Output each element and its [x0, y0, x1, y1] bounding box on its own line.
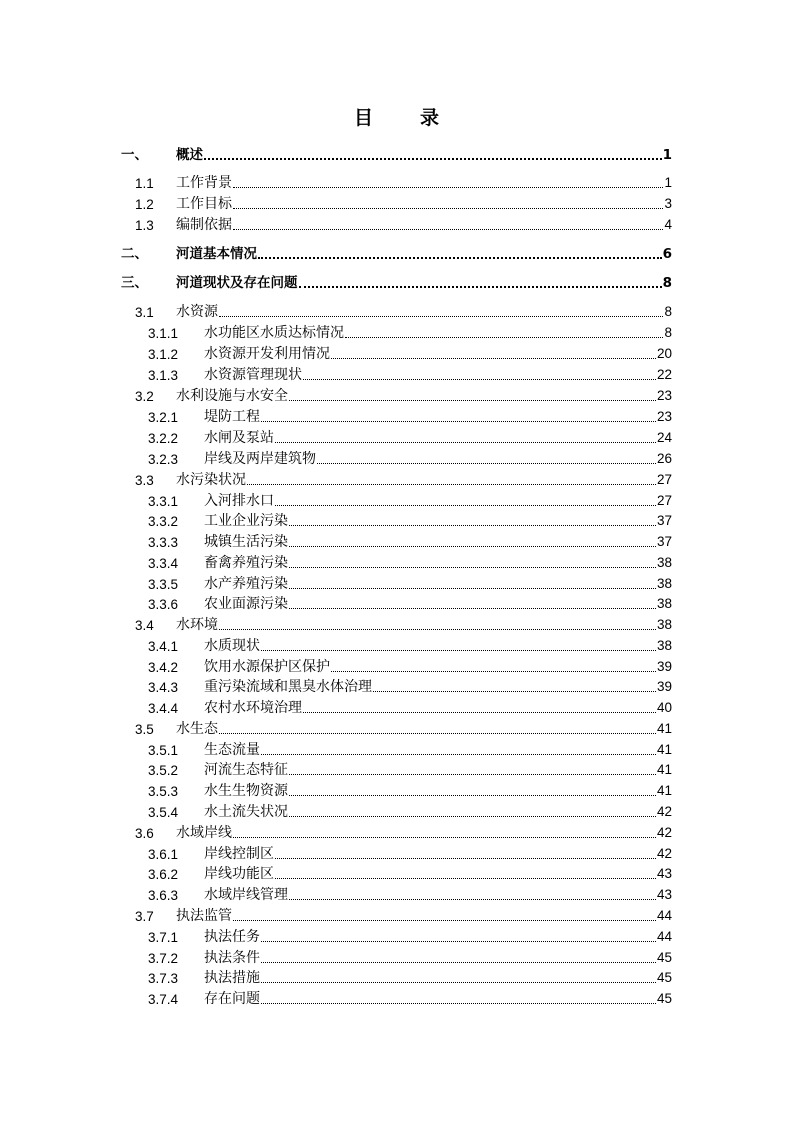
toc-entry-title: 堤防工程 — [204, 409, 260, 425]
toc-entry[interactable] — [0, 926, 793, 947]
toc-entry[interactable] — [0, 988, 793, 1009]
toc-entry-number: 3.7 — [135, 909, 154, 924]
toc-entry[interactable] — [0, 272, 793, 293]
toc-entry-number: 3.3.2 — [148, 514, 179, 529]
toc-dot-leader — [289, 587, 656, 589]
toc-entry[interactable] — [0, 322, 793, 343]
toc-entry-number: 3.1.3 — [148, 368, 179, 383]
toc-entry-number: 3.3.6 — [148, 597, 179, 612]
toc-entry[interactable] — [0, 967, 793, 988]
toc-dot-leader — [233, 228, 663, 230]
toc-dot-leader — [247, 483, 656, 485]
toc-entry[interactable] — [0, 593, 793, 614]
toc-entry-page-number: 37 — [656, 513, 672, 528]
toc-entry-title: 水资源管理现状 — [204, 367, 302, 383]
toc-entry-page-number: 37 — [656, 534, 672, 549]
toc-entry[interactable] — [0, 884, 793, 905]
toc-dot-leader — [219, 315, 663, 317]
toc-entry[interactable] — [0, 385, 793, 406]
toc-entry-title: 水域岸线 — [176, 825, 232, 841]
toc-entry-page-number: 41 — [656, 721, 672, 736]
toc-entry-page-number: 22 — [656, 367, 672, 382]
toc-dot-leader — [261, 940, 656, 942]
toc-entry-title: 工作背景 — [176, 175, 232, 191]
toc-entry-page-number: 43 — [656, 866, 672, 881]
toc-entry[interactable] — [0, 490, 793, 511]
toc-entry-title: 执法监管 — [176, 908, 232, 924]
toc-dot-leader — [289, 898, 656, 900]
toc-entry-title: 水资源开发利用情况 — [204, 346, 330, 362]
toc-entry-page-number: 26 — [656, 451, 672, 466]
toc-entry-page-number: 41 — [656, 783, 672, 798]
toc-dot-leader — [258, 256, 662, 259]
toc-entry-title: 入河排水口 — [204, 493, 274, 509]
toc-dot-leader — [233, 186, 663, 188]
toc-entry-number: 3.3 — [135, 473, 154, 488]
toc-dot-leader — [289, 399, 656, 401]
toc-entry[interactable] — [0, 301, 793, 322]
toc-entry-number: 3.4.1 — [148, 639, 179, 654]
toc-dot-leader — [303, 711, 656, 713]
toc-entry-number: 3.6 — [135, 826, 154, 841]
toc-entry-page-number: 1 — [664, 175, 672, 190]
toc-entry-page-number: 40 — [656, 700, 672, 715]
toc-entry-number: 3.7.4 — [148, 992, 179, 1007]
toc-dot-leader — [289, 815, 656, 817]
toc-entry-page-number: 38 — [656, 617, 672, 632]
toc-entry-page-number: 27 — [656, 472, 672, 487]
toc-entry-page-number: 41 — [656, 762, 672, 777]
toc-entry-title: 岸线及两岸建筑物 — [204, 451, 316, 467]
toc-entry[interactable] — [0, 635, 793, 656]
toc-entry-page-number: 6 — [662, 246, 672, 262]
toc-entry-title: 重污染流域和黑臭水体治理 — [204, 679, 372, 695]
toc-entry-page-number: 45 — [656, 970, 672, 985]
toc-dot-leader — [331, 670, 656, 672]
toc-entry-title: 水闸及泵站 — [204, 430, 274, 446]
toc-entry[interactable] — [0, 676, 793, 697]
toc-entry[interactable] — [0, 343, 793, 364]
toc-entry-number: 3.3.3 — [148, 535, 179, 550]
toc-entry-number: 3.2 — [135, 389, 154, 404]
toc-dot-leader — [289, 794, 656, 796]
toc-entry-page-number: 8 — [664, 304, 672, 319]
toc-entry[interactable] — [0, 364, 793, 385]
toc-entry-title: 执法措施 — [204, 970, 260, 986]
toc-entry-title: 执法任务 — [204, 929, 260, 945]
toc-entry-number: 3.2.2 — [148, 431, 179, 446]
toc-entry-page-number: 24 — [656, 430, 672, 445]
toc-entry-page-number: 27 — [656, 493, 672, 508]
toc-dot-leader — [289, 773, 656, 775]
toc-entry-number: 3.5.1 — [148, 743, 179, 758]
toc-entry-title: 农村水环境治理 — [204, 700, 302, 716]
toc-dot-leader — [275, 857, 656, 859]
toc-entry-page-number: 44 — [656, 908, 672, 923]
toc-entry[interactable] — [0, 144, 793, 165]
toc-entry-number: 3.7.3 — [148, 971, 179, 986]
toc-entry-number: 3.5.4 — [148, 805, 179, 820]
toc-entry-title: 概述 — [176, 147, 203, 163]
toc-entry-title: 生态流量 — [204, 742, 260, 758]
toc-entry-number: 3.1 — [135, 305, 154, 320]
toc-entry[interactable] — [0, 780, 793, 801]
toc-entry-page-number: 43 — [656, 887, 672, 902]
toc-entry-title: 存在问题 — [204, 991, 260, 1007]
toc-dot-leader — [289, 545, 656, 547]
toc-entry-number: 3.7.2 — [148, 951, 179, 966]
toc-entry-title: 畜禽养殖污染 — [204, 555, 288, 571]
toc-entry[interactable] — [0, 193, 793, 214]
toc-entry-number: 3.6.3 — [148, 888, 179, 903]
toc-heading: 目 录 — [353, 107, 453, 129]
toc-entry[interactable] — [0, 843, 793, 864]
toc-entry-page-number: 1 — [662, 147, 672, 163]
toc-dot-leader — [261, 420, 656, 422]
toc-entry-number: 3.4.3 — [148, 680, 179, 695]
toc-entry-page-number: 41 — [656, 742, 672, 757]
toc-entry[interactable] — [0, 863, 793, 884]
toc-dot-leader — [233, 919, 656, 921]
toc-entry[interactable] — [0, 243, 793, 264]
toc-entry-number: 3.4 — [135, 618, 154, 633]
toc-dot-leader — [331, 357, 656, 359]
toc-entry[interactable] — [0, 614, 793, 635]
toc-entry-title: 水资源 — [176, 304, 218, 320]
toc-entry[interactable] — [0, 573, 793, 594]
toc-entry-page-number: 45 — [656, 950, 672, 965]
toc-entry-title: 水土流失状况 — [204, 804, 288, 820]
toc-entry-page-number: 8 — [662, 275, 672, 291]
toc-entry-page-number: 39 — [656, 679, 672, 694]
toc-dot-leader — [289, 566, 656, 568]
toc-entry-number: 二、 — [121, 246, 148, 262]
toc-entry-number: 3.7.1 — [148, 930, 179, 945]
toc-entry-number: 3.6.1 — [148, 847, 179, 862]
toc-dot-leader — [261, 961, 656, 963]
toc-entry-page-number: 38 — [656, 596, 672, 611]
toc-entry-number: 3.4.2 — [148, 660, 179, 675]
toc-entry[interactable] — [0, 448, 793, 469]
toc-dot-leader — [289, 607, 656, 609]
toc-entry-page-number: 23 — [656, 388, 672, 403]
toc-entry-number: 3.5.2 — [148, 763, 179, 778]
toc-dot-leader — [345, 336, 663, 338]
toc-dot-leader — [299, 285, 662, 288]
toc-entry-title: 水生态 — [176, 721, 218, 737]
toc-entry-number: 3.1.2 — [148, 347, 179, 362]
toc-entry-number: 3.5.3 — [148, 784, 179, 799]
toc-dot-leader — [317, 462, 656, 464]
toc-entry-title: 编制依据 — [176, 217, 232, 233]
toc-entry-number: 3.4.4 — [148, 701, 179, 716]
toc-entry[interactable] — [0, 214, 793, 235]
toc-entry-number: 一、 — [121, 147, 148, 163]
toc-entry-title: 工业企业污染 — [204, 513, 288, 529]
toc-entry-title: 城镇生活污染 — [204, 534, 288, 550]
toc-entry-title: 工作目标 — [176, 196, 232, 212]
toc-dot-leader — [219, 732, 656, 734]
toc-entry-number: 3.3.4 — [148, 556, 179, 571]
toc-entry-page-number: 45 — [656, 991, 672, 1006]
toc-entry-page-number: 38 — [656, 555, 672, 570]
toc-entry-page-number: 3 — [664, 196, 672, 211]
toc-entry[interactable] — [0, 801, 793, 822]
toc-entry-number: 3.3.1 — [148, 494, 179, 509]
toc-entry[interactable] — [0, 905, 793, 926]
toc-entry[interactable] — [0, 739, 793, 760]
toc-entry-page-number: 23 — [656, 409, 672, 424]
toc-entry-number: 3.5 — [135, 722, 154, 737]
toc-entry-number: 3.2.1 — [148, 410, 179, 425]
toc-entry-title: 水污染状况 — [176, 472, 246, 488]
toc-entry-title: 水环境 — [176, 617, 218, 633]
toc-dot-leader — [204, 157, 662, 160]
toc-entry-number: 3.2.3 — [148, 452, 179, 467]
toc-dot-leader — [275, 504, 656, 506]
toc-entry-title: 河道现状及存在问题 — [176, 275, 298, 291]
toc-entry-number: 3.6.2 — [148, 867, 179, 882]
toc-entry-page-number: 38 — [656, 576, 672, 591]
toc-dot-leader — [261, 1002, 656, 1004]
toc-dot-leader — [261, 649, 656, 651]
toc-entry-title: 农业面源污染 — [204, 596, 288, 612]
toc-entry-title: 水功能区水质达标情况 — [204, 325, 344, 341]
toc-entry-title: 河道基本情况 — [176, 246, 257, 262]
toc-entry[interactable] — [0, 718, 793, 739]
toc-entry[interactable] — [0, 510, 793, 531]
toc-entry[interactable] — [0, 947, 793, 968]
toc-dot-leader — [233, 836, 656, 838]
toc-dot-leader — [233, 207, 663, 209]
toc-entry[interactable] — [0, 822, 793, 843]
toc-entry-title: 饮用水源保护区保护 — [204, 659, 330, 675]
toc-dot-leader — [219, 628, 656, 630]
toc-dot-leader — [275, 441, 656, 443]
toc-entry-page-number: 42 — [656, 846, 672, 861]
toc-entry-number: 3.3.5 — [148, 577, 179, 592]
toc-entry-number: 1.3 — [135, 218, 154, 233]
toc-entry[interactable] — [0, 469, 793, 490]
toc-entry[interactable] — [0, 552, 793, 573]
toc-dot-leader — [289, 524, 656, 526]
toc-entry-page-number: 8 — [664, 325, 672, 340]
toc-entry-page-number: 42 — [656, 804, 672, 819]
toc-entry-title: 水利设施与水安全 — [176, 388, 288, 404]
toc-entry[interactable] — [0, 531, 793, 552]
toc-dot-leader — [261, 981, 656, 983]
toc-entry-number: 三、 — [121, 275, 148, 291]
toc-entry-number: 1.1 — [135, 176, 154, 191]
toc-entry[interactable] — [0, 759, 793, 780]
toc-entry-title: 水产养殖污染 — [204, 576, 288, 592]
toc-entry-title: 水域岸线管理 — [204, 887, 288, 903]
toc-entry-title: 河流生态特征 — [204, 762, 288, 778]
toc-entry[interactable] — [0, 656, 793, 677]
toc-entry-page-number: 4 — [664, 217, 672, 232]
toc-entry-number: 1.2 — [135, 197, 154, 212]
toc-entry[interactable] — [0, 172, 793, 193]
toc-entry-page-number: 44 — [656, 929, 672, 944]
toc-dot-leader — [373, 690, 656, 692]
toc-entry-title: 岸线控制区 — [204, 846, 274, 862]
toc-dot-leader — [303, 378, 656, 380]
toc-entry-number: 3.1.1 — [148, 326, 179, 341]
toc-dot-leader — [261, 753, 656, 755]
toc-entry-title: 水质现状 — [204, 638, 260, 654]
toc-entry[interactable] — [0, 427, 793, 448]
toc-entry-page-number: 20 — [656, 346, 672, 361]
toc-entry-title: 岸线功能区 — [204, 866, 274, 882]
toc-entry-title: 水生生物资源 — [204, 783, 288, 799]
toc-entry[interactable] — [0, 697, 793, 718]
toc-entry[interactable] — [0, 406, 793, 427]
toc-entry-page-number: 39 — [656, 659, 672, 674]
toc-entry-title: 执法条件 — [204, 950, 260, 966]
toc-dot-leader — [275, 877, 656, 879]
toc-entry-page-number: 42 — [656, 825, 672, 840]
toc-entry-page-number: 38 — [656, 638, 672, 653]
